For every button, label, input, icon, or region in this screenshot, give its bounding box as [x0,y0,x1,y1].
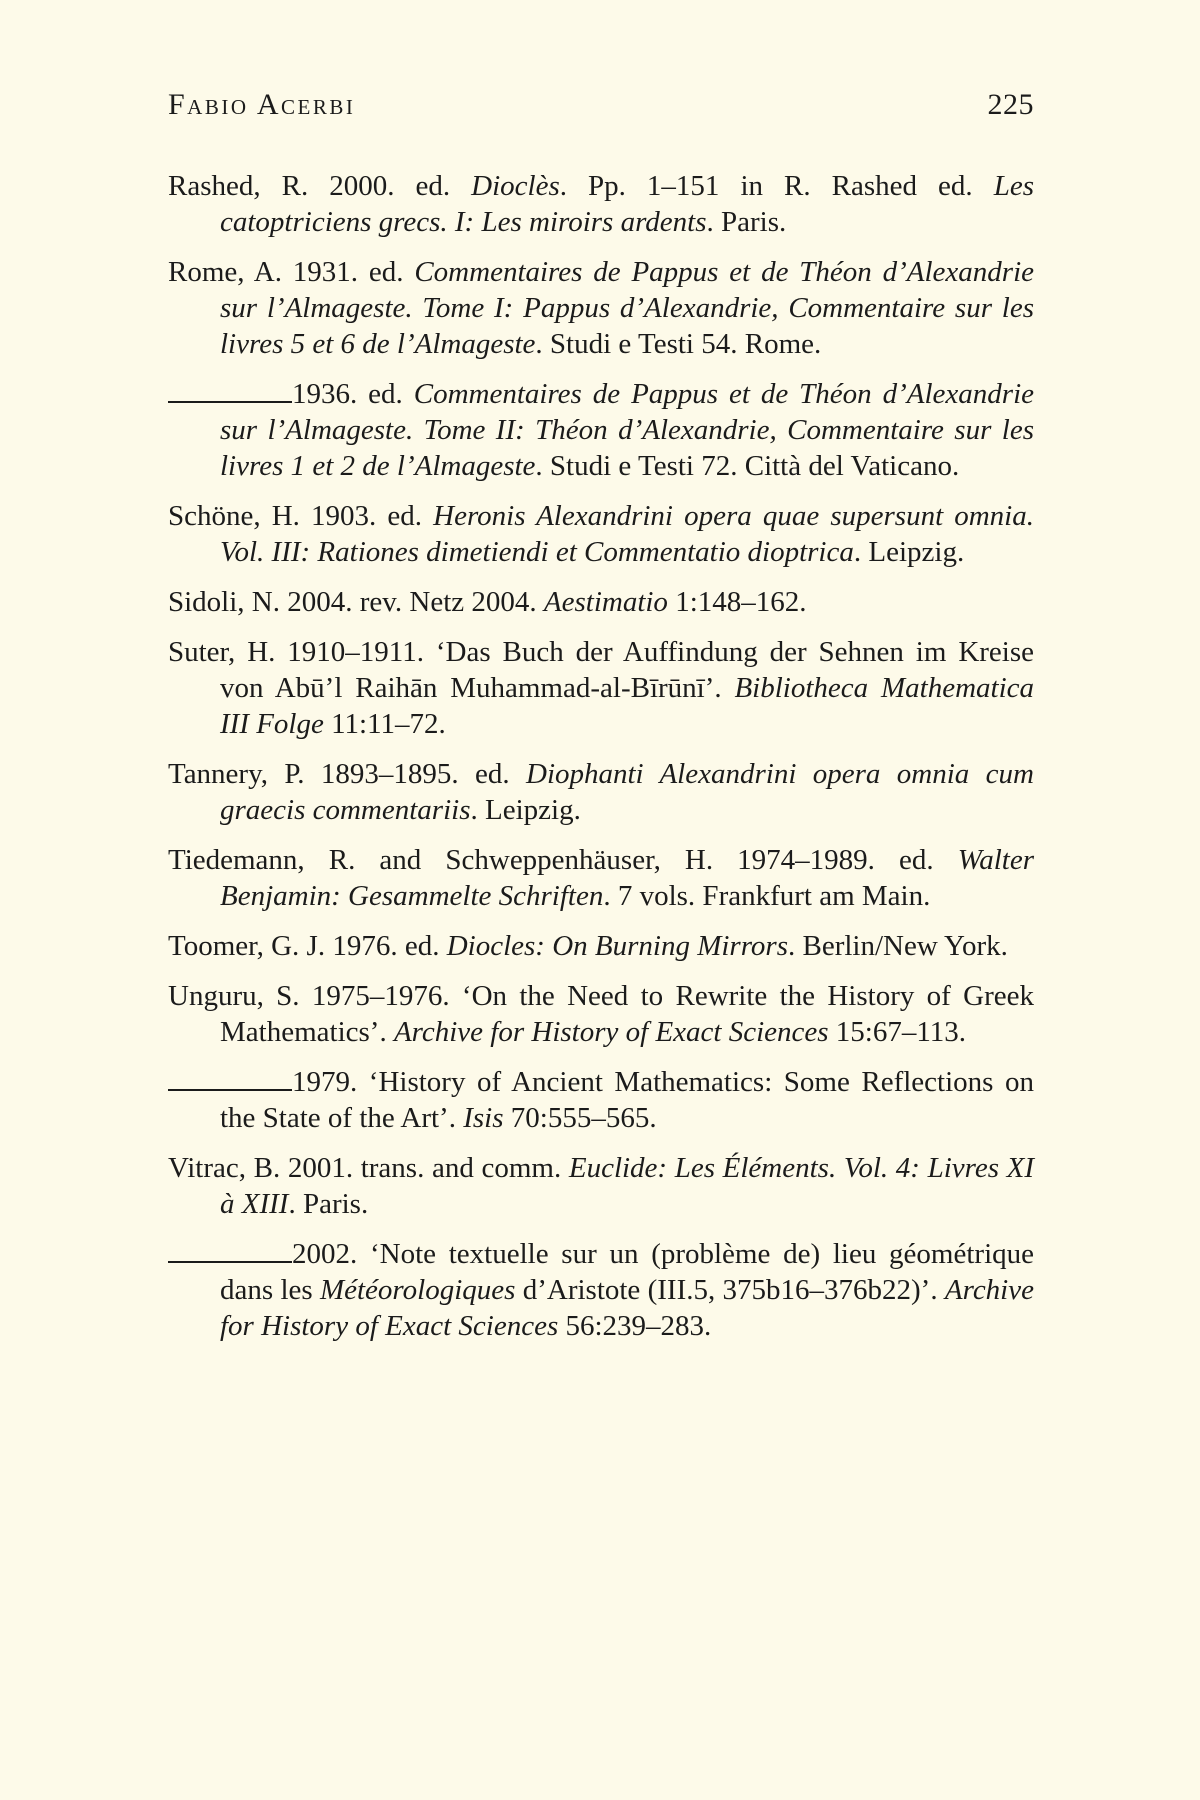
ref-text-segment: Vitrac, B. 2001. trans. and comm. [168,1152,569,1184]
ref-text-segment: 15:67–113. [828,1016,967,1048]
ref-title-segment: Météorologiques [319,1274,516,1306]
reference-entry [168,978,1034,1050]
repeated-author-dash [168,1261,292,1263]
ref-text-segment: 1936. ed. [292,378,414,410]
ref-title-segment: Walter Benjamin: Gesammelte Schriften [220,844,1034,912]
reference-entry [168,842,1034,914]
ref-text-segment: . Berlin/New York. [788,930,1008,962]
ref-title-segment: Euclide: Les Éléments. Vol. 4: Livres XI à XIII [220,1152,1034,1220]
ref-text-segment: 1979. ‘History of Ancient Mathematics: Some Reflections on the State of the Art’. [220,1066,1034,1134]
ref-text-segment: . Paris. [288,1188,369,1220]
ref-title-segment: Bibliotheca Mathematica III Folge [220,672,1035,740]
ref-text-segment: Tannery, P. 1893–1895. ed. [168,758,526,790]
ref-text-segment: Unguru, S. 1975–1976. ‘On the Need to Rewrite the History of Greek Mathematics’. [168,980,1034,1048]
reference-list [168,168,1034,1344]
reference-entry [168,376,1034,484]
reference-entry [168,1236,1034,1344]
page-number: 225 [987,88,1034,121]
reference-entry [168,928,1034,964]
reference-entry [168,168,1034,240]
ref-text-segment: Rashed, R. 2000. ed. [168,170,472,202]
ref-text-segment: Tiedemann, R. and Schweppenhäuser, H. 1974–1989. ed. [168,844,958,876]
ref-text-segment: . Leipzig. [853,536,965,568]
ref-title-segment: Isis [463,1102,504,1134]
ref-text-segment: . Studi e Testi 72. Città del Vaticano. [535,450,960,482]
page-content [168,88,1034,1358]
reference-entry [168,1064,1034,1136]
reference-entry [168,254,1034,362]
repeated-author-dash [168,401,292,403]
ref-title-segment: Archive for History of Exact Sciences [393,1016,829,1048]
running-header [168,88,1034,122]
reference-entry [168,584,1034,620]
ref-title-segment: Diocles: On Burning Mirrors [446,930,788,962]
ref-text-segment: 2002. ‘Note textuelle sur un (problème de) lieu géométrique dans les [220,1238,1034,1306]
ref-text-segment: . Pp. 1–151 in R. Rashed ed. [559,170,994,202]
ref-text-segment: . Leipzig. [470,794,581,826]
repeated-author-dash [168,1089,292,1091]
reference-entry [168,498,1034,570]
reference-entry [168,1150,1034,1222]
ref-title-segment: Commentaires de Pappus et de Théon d’Alexandrie sur l’Almageste. Tome II: Théon d’Alexandrie, Commentaire sur les livres 1 et 2 de l’Almageste [220,378,1035,482]
ref-text-segment: 1:148–162. [667,586,807,618]
ref-text-segment: . Paris. [706,206,787,238]
ref-title-segment: Heronis Alexandrini opera quae supersunt omnia. Vol. III: Rationes dimetiendi et Commentatio dioptrica [220,500,1034,568]
ref-text-segment: 70:555–565. [503,1102,657,1134]
ref-text-segment: Schöne, H. 1903. ed. [168,500,434,532]
ref-text-segment: Toomer, G. J. 1976. ed. [168,930,447,962]
ref-text-segment: d’Aristote (III.5, 375b16–376b22)’. [515,1274,945,1306]
ref-text-segment: . 7 vols. Frankfurt am Main. [603,880,931,912]
ref-text-segment: Sidoli, N. 2004. rev. Netz 2004. [168,586,544,618]
ref-text-segment: Suter, H. 1910–1911. ‘Das Buch der Auffindung der Sehnen im Kreise von Abū’l Raihān Muhammad-al-Bīrūnī’. [168,636,1034,704]
ref-title-segment: Archive for History of Exact Sciences [220,1274,1034,1342]
ref-text-segment: 56:239–283. [558,1310,712,1342]
ref-text-segment: . Studi e Testi 54. Rome. [535,328,822,360]
reference-entry [168,634,1034,742]
running-header-author: Fabio Acerbi [168,88,356,121]
ref-title-segment: Diophanti Alexandrini opera omnia cum graecis commentariis [220,758,1034,826]
ref-title-segment: Aestimatio [543,586,668,618]
ref-title-segment: Commentaires de Pappus et de Théon d’Alexandrie sur l’Almageste. Tome I: Pappus d’Alexandrie, Commentaire sur les livres 5 et 6 de l’Almageste [220,256,1034,360]
ref-title-segment: Les catoptriciens grecs. I: Les miroirs ardents [220,170,1034,238]
ref-title-segment: Dioclès [471,170,560,202]
ref-text-segment: 11:11–72. [323,708,446,740]
ref-text-segment: Rome, A. 1931. ed. [168,256,415,288]
reference-entry [168,756,1034,828]
